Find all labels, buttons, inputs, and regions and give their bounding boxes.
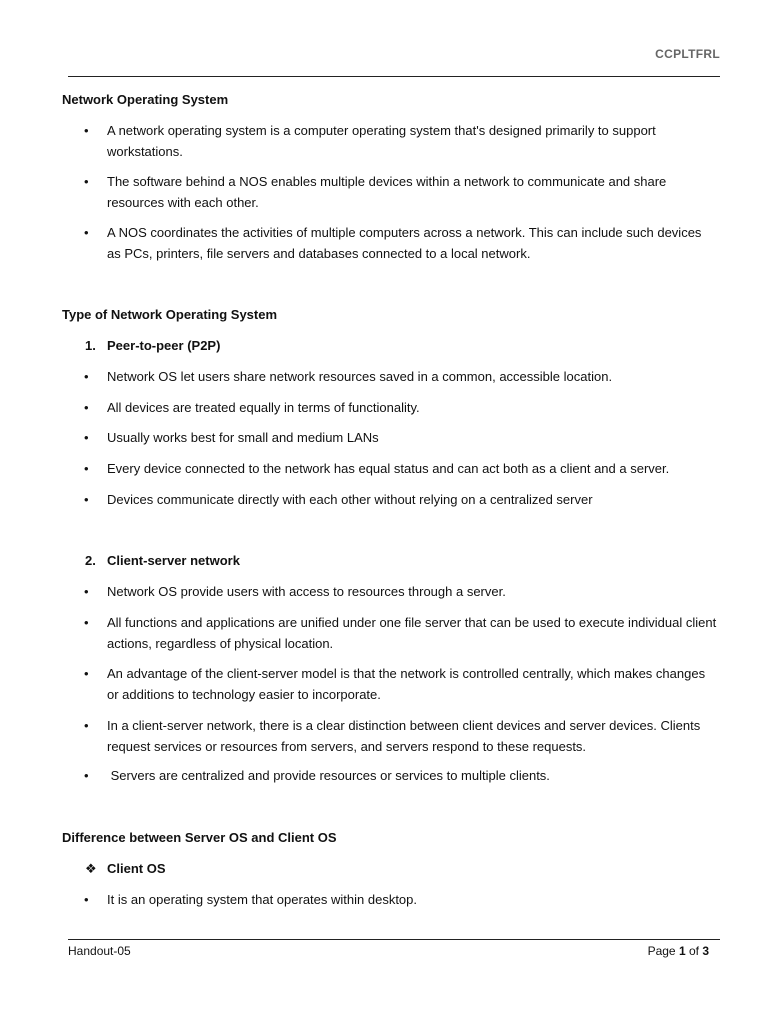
footer-rule (68, 939, 720, 940)
list-item: Network OS let users share network resources saved in a common, accessible location. (107, 369, 613, 384)
subheading-p2p: Peer-to-peer (P2P) (107, 338, 221, 353)
bullet-icon: • (84, 461, 89, 476)
bullet-icon: • (84, 615, 89, 630)
list-item: An advantage of the client-server model is that the network is controlled centrally, which makes changes or additions to technology easier to incorporate. (107, 666, 706, 702)
list-item: All functions and applications are unified under one file server that can be used to execute individual client actions, regardless of physical location. (107, 615, 717, 651)
bullet-icon: • (84, 492, 89, 507)
list-item: A NOS coordinates the activities of multiple computers across a network. This can include such devices as PCs, printers, file servers and databases connected to a local network. (107, 225, 702, 261)
page-number (648, 944, 709, 958)
footer-handout-label: Handout-05 (68, 944, 131, 958)
section-title-difference: Difference between Server OS and Client OS (62, 830, 337, 845)
bullet-icon: • (84, 892, 89, 907)
list-item: Every device connected to the network has equal status and can act both as a client and a server. (107, 461, 670, 476)
bullet-icon: • (84, 174, 89, 189)
page-of: of (685, 944, 703, 958)
list-item: Network OS provide users with access to resources through a server. (107, 584, 506, 599)
subheading-client-os: Client OS (107, 861, 166, 876)
bullet-icon: • (84, 768, 89, 783)
page-total: 3 (702, 944, 709, 958)
bullet-icon: • (84, 718, 89, 733)
header-rule (68, 76, 720, 77)
bullet-icon: • (84, 400, 89, 415)
subheading-client-server: Client-server network (107, 553, 240, 568)
list-item: The software behind a NOS enables multiple devices within a network to communicate and share resources with each other. (107, 174, 667, 210)
bullet-icon: • (84, 666, 89, 681)
page-prefix: Page (647, 944, 679, 958)
list-number: 1. (85, 338, 96, 353)
list-number: 2. (85, 553, 96, 568)
list-item: In a client-server network, there is a clear distinction between client devices and server devices. Clients request services or resources from servers, and servers respond to these requests. (107, 718, 701, 754)
header-code: CCPLTFRL (655, 47, 720, 61)
list-item: A network operating system is a computer operating system that's designed primarily to support workstations. (107, 123, 656, 159)
bullet-icon: • (84, 123, 89, 138)
page-current: 1 (678, 944, 686, 958)
list-item: Servers are centralized and provide resources or services to multiple clients. (107, 768, 550, 783)
list-item: All devices are treated equally in terms of functionality. (107, 400, 420, 415)
section-title-types: Type of Network Operating System (62, 307, 278, 322)
section-title-nos: Network Operating System (62, 92, 229, 107)
bullet-icon: • (84, 369, 89, 384)
bullet-icon: • (84, 430, 89, 445)
list-item: It is an operating system that operates within desktop. (107, 892, 418, 907)
list-item: Devices communicate directly with each other without relying on a centralized server (107, 492, 593, 507)
diamond-bullet-icon: ❖ (85, 861, 97, 876)
bullet-icon: • (84, 584, 89, 599)
list-item: Usually works best for small and medium LANs (107, 430, 379, 445)
bullet-icon: • (84, 225, 89, 240)
